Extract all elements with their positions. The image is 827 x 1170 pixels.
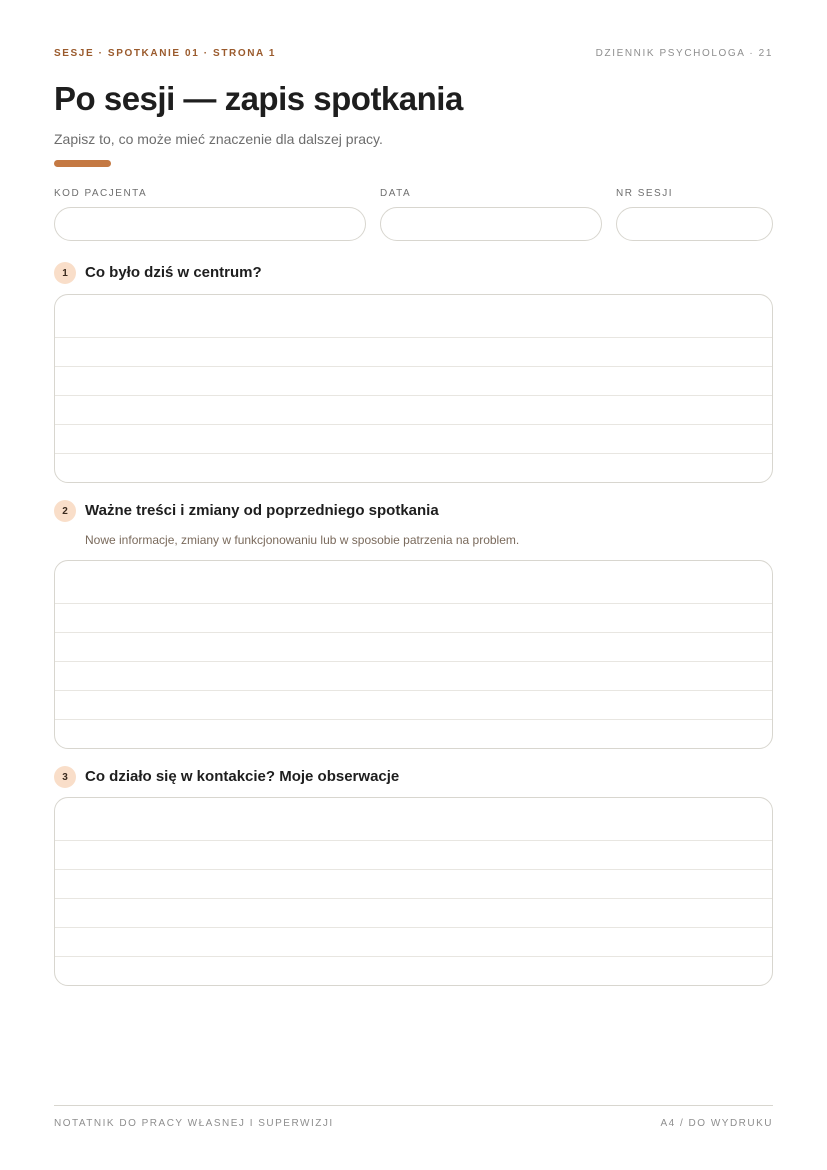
question-number-badge: 3 (54, 766, 76, 788)
question-title: Co działo się w kontakcie? Moje obserwacje (85, 768, 400, 785)
session-number-input[interactable] (616, 207, 773, 241)
date-input[interactable] (380, 207, 602, 241)
answer-textarea-3[interactable] (55, 798, 772, 985)
accent-bar (54, 160, 111, 167)
footer-print-label: A4 / DO WYDRUKU (660, 1118, 773, 1129)
page-title: Po sesji — zapis spotkania (54, 80, 463, 117)
answer-box-2[interactable] (54, 560, 773, 749)
answer-textarea-2[interactable] (55, 561, 772, 748)
question-number-badge: 1 (54, 262, 76, 284)
patient-code-label: KOD PACJENTA (54, 188, 148, 199)
patient-code-input[interactable] (54, 207, 366, 241)
question-number-badge: 2 (54, 500, 76, 522)
answer-box-1[interactable] (54, 294, 773, 483)
journal-page-label: DZIENNIK PSYCHOLOGA · 21 (595, 48, 773, 59)
page-header (54, 48, 773, 62)
answer-box-3[interactable] (54, 797, 773, 986)
page-subtitle: Zapisz to, co może mieć znaczenie dla dalszej pracy. (54, 131, 383, 147)
question-hint: Nowe informacje, zmiany w funkcjonowaniu lub w sposobie patrzenia na problem. (85, 533, 520, 547)
footer-divider (54, 1105, 773, 1106)
date-label: DATA (380, 188, 412, 199)
question-title: Ważne treści i zmiany od poprzedniego spotkania (85, 502, 439, 519)
question-title: Co było dziś w centrum? (85, 264, 262, 281)
footer-notebook-label: NOTATNIK DO PRACY WŁASNEJ I SUPERWIZJI (54, 1118, 334, 1129)
session-number-label: NR SESJI (616, 188, 674, 199)
section-kicker: SESJE · SPOTKANIE 01 · STRONA 1 (54, 48, 277, 59)
answer-textarea-1[interactable] (55, 295, 772, 482)
